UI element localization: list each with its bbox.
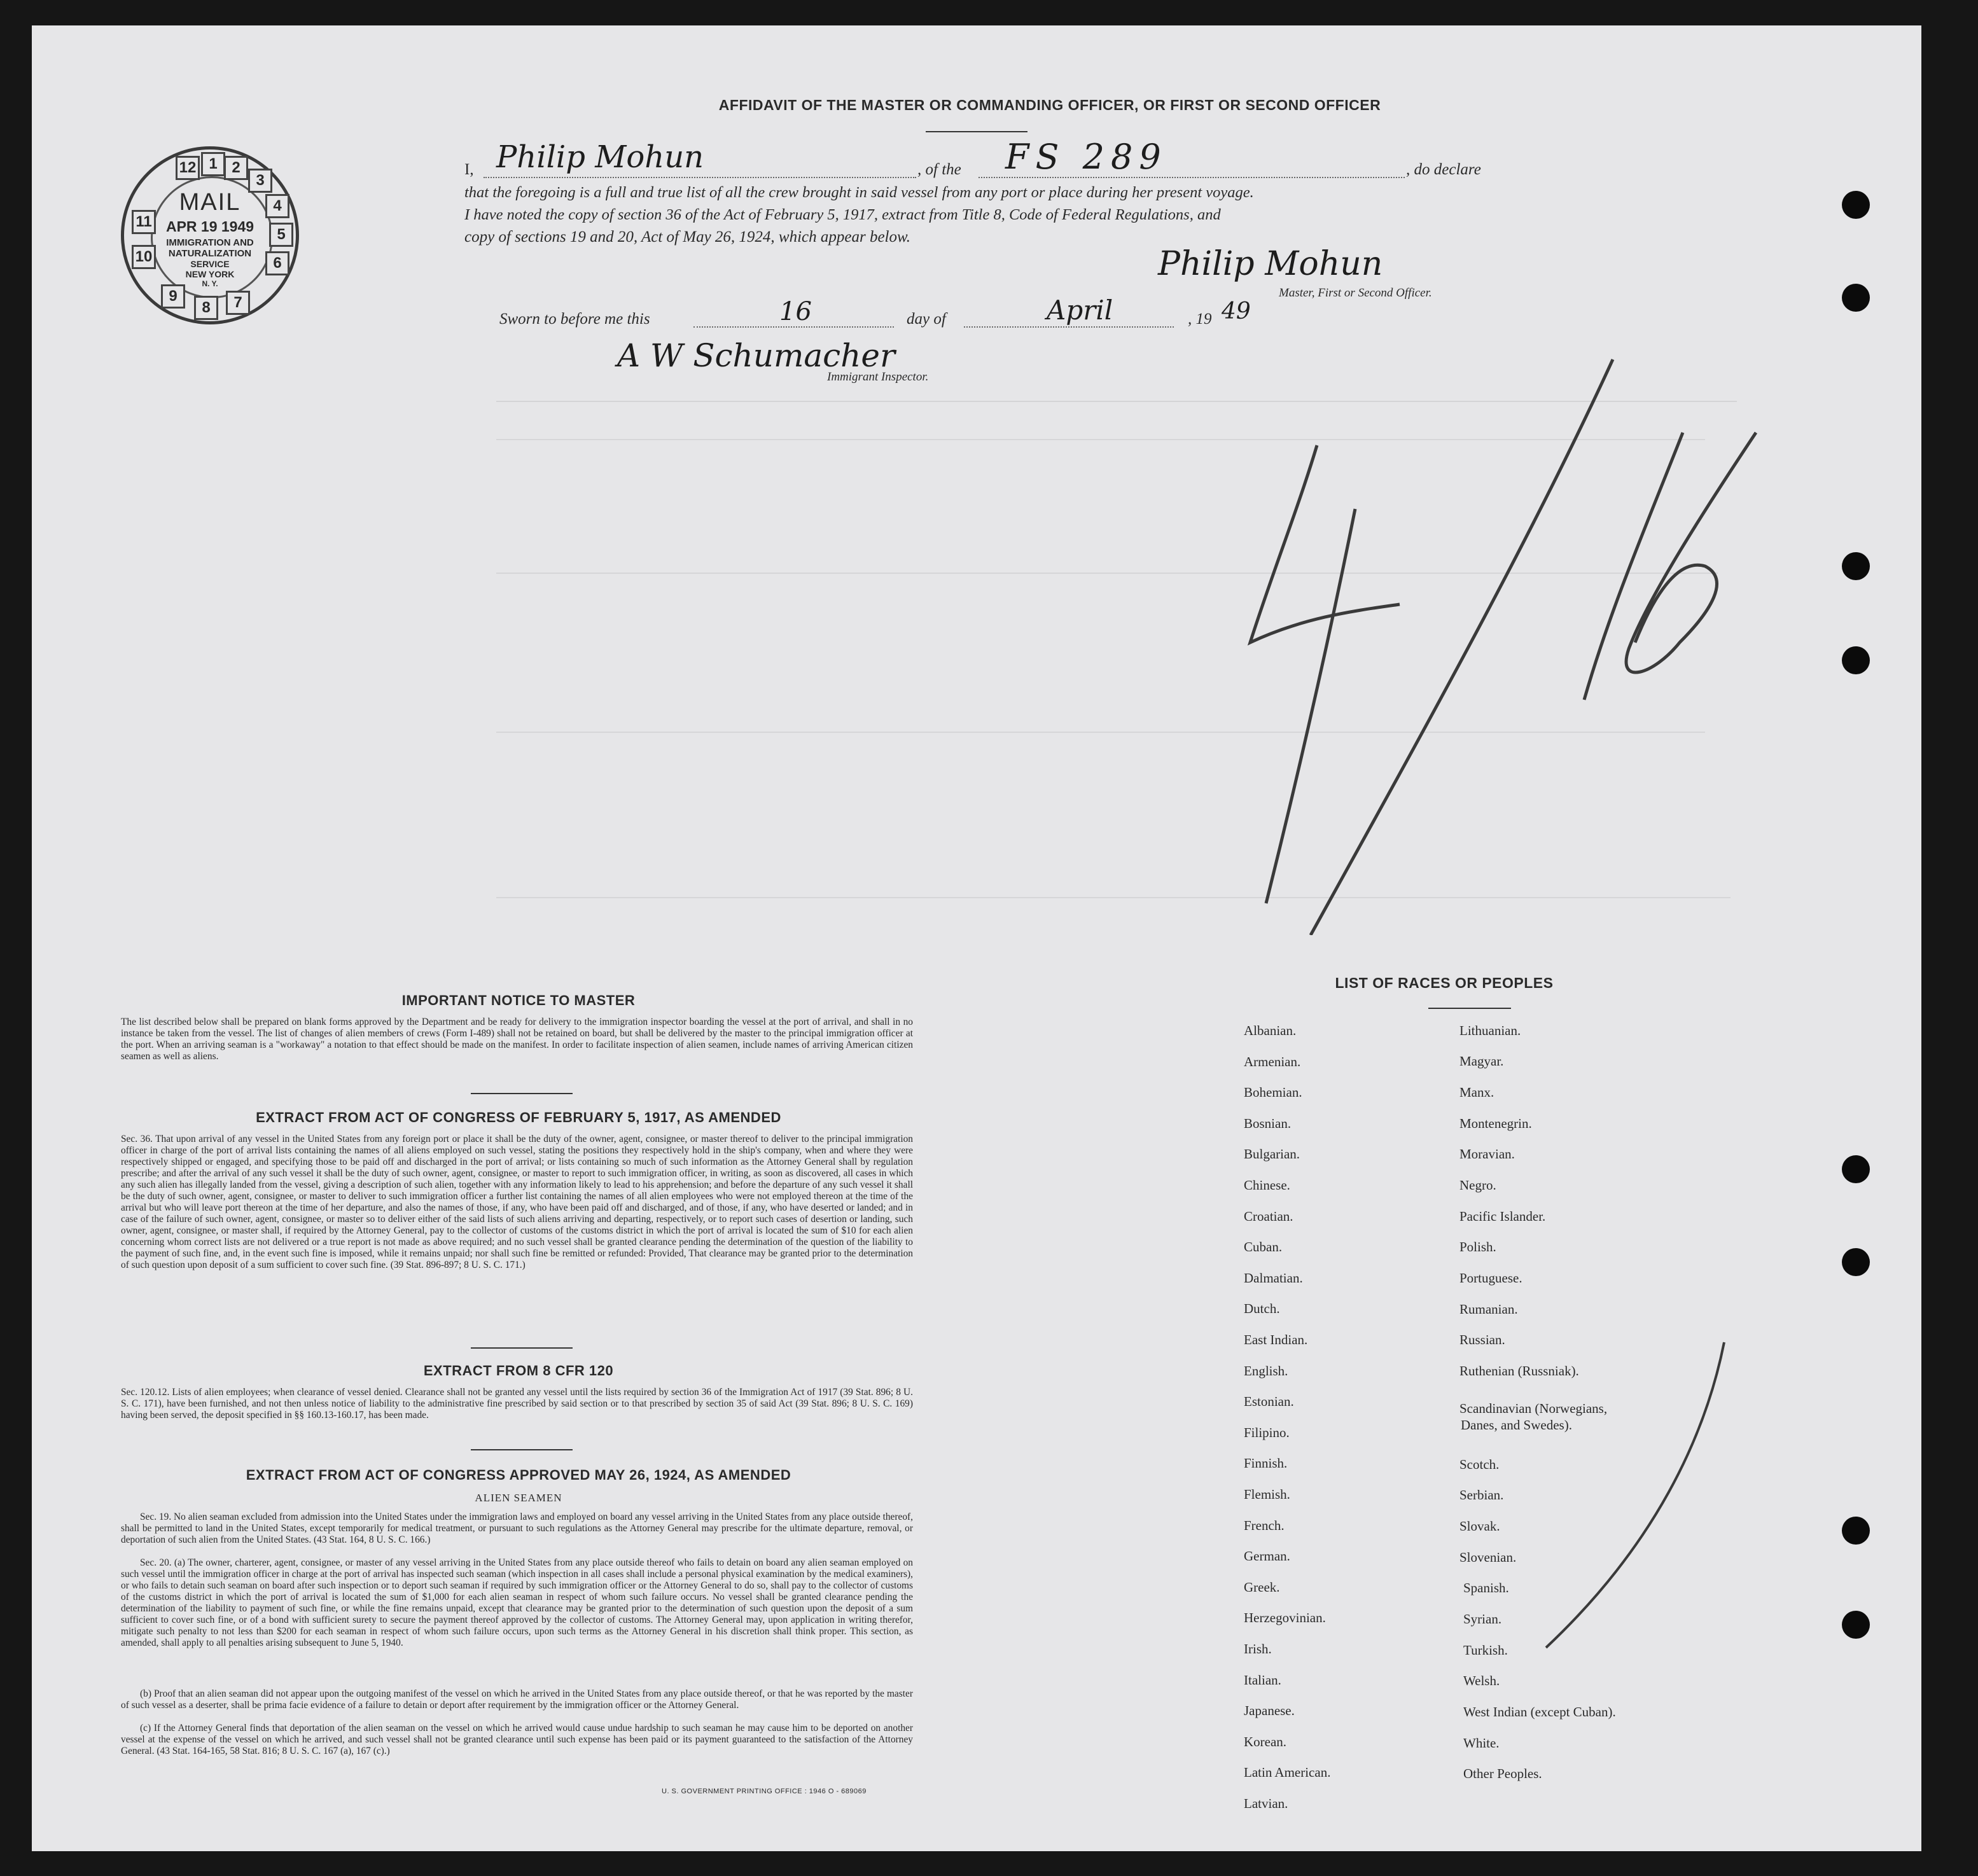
- race-item: Armenian.: [1244, 1053, 1301, 1069]
- race-item: Polish.: [1459, 1239, 1496, 1254]
- extract-1924-title: EXTRACT FROM ACT OF CONGRESS APPROVED MAY 26, 1924, AS AMENDED: [246, 1467, 791, 1483]
- stamp-number: 4: [265, 194, 289, 218]
- mark-digit-6: [1626, 433, 1756, 672]
- month-fill-line: [964, 326, 1174, 328]
- affidavit-title: AFFIDAVIT OF THE MASTER OR COMMANDING OFFICER, OR FIRST OR SECOND OFFICER: [718, 97, 1381, 113]
- race-item: Latvian.: [1244, 1796, 1288, 1811]
- race-item: Cuban.: [1244, 1239, 1283, 1255]
- punch-hole-4: [1842, 646, 1870, 674]
- sworn-prefix: Sworn to before me this: [499, 310, 650, 328]
- race-item: Negro.: [1459, 1178, 1496, 1193]
- sworn-day: 16: [779, 297, 812, 326]
- punch-hole-8: [1842, 1611, 1870, 1639]
- race-item: Montenegrin.: [1459, 1116, 1532, 1131]
- stamp-line: N. Y.: [202, 279, 218, 288]
- stamp-number: 9: [161, 284, 185, 309]
- stamp-mail-word: MAIL: [179, 189, 241, 216]
- stamp-number: 10: [132, 245, 156, 269]
- race-item: Lithuanian.: [1459, 1023, 1521, 1038]
- race-item: Bohemian.: [1244, 1085, 1302, 1101]
- extract-1924-sec19: Sec. 19. No alien seaman excluded from admission into the United States under the immigration laws and employed on board any vessel arriving in the United States from any place outside thereof, shall be permitted to land in the United States, except temporarily for medical treatment, or pursuant to such regulations as the Attorney General may prescribe for the ultimate departure, removal, or deportation of such alien from the United States. (43 Stat. 164, 8 U. S. C. 166.): [121, 1511, 913, 1545]
- affidavit-line-2: that the foregoing is a full and true list of all the crew brought in said vessel from any port or place during her present voyage.: [464, 184, 1254, 201]
- stamp-number: 7: [226, 291, 250, 315]
- race-item: Chinese.: [1244, 1178, 1290, 1193]
- race-item: Irish.: [1244, 1641, 1272, 1657]
- race-item: French.: [1244, 1517, 1285, 1533]
- stamp-line: IMMIGRATION AND: [166, 237, 254, 248]
- race-item: Greek.: [1244, 1579, 1280, 1595]
- punch-hole-1: [1842, 191, 1870, 219]
- race-item: White.: [1463, 1735, 1500, 1751]
- race-item: Turkish.: [1463, 1643, 1508, 1658]
- race-item: Slovenian.: [1459, 1550, 1517, 1565]
- races-rule: [1428, 1008, 1511, 1009]
- race-item: Estonian.: [1244, 1394, 1294, 1410]
- race-item: Dalmatian.: [1244, 1270, 1303, 1286]
- race-item: Moravian.: [1459, 1146, 1515, 1162]
- race-item: Dutch.: [1244, 1301, 1280, 1317]
- stamp-number: 12: [176, 156, 200, 180]
- vessel-name-handwritten: FS 289: [1005, 137, 1167, 177]
- race-item: Italian.: [1244, 1672, 1281, 1688]
- stamp-number: 5: [269, 223, 293, 247]
- affidavit-line-3: I have noted the copy of section 36 of the Act of February 5, 1917, extract from Title 8, Code of Federal Regulations, and: [464, 206, 1221, 223]
- race-item: Korean.: [1244, 1734, 1287, 1749]
- master-name-handwritten: Philip Mohun: [496, 139, 704, 175]
- race-item: Portuguese.: [1459, 1270, 1522, 1286]
- race-item: Filipino.: [1244, 1424, 1290, 1440]
- extract-1924-sec20b: (b) Proof that an alien seaman did not appear upon the outgoing manifest of the vessel on which he arrived in the United States from any place outside thereof, or that he was reported by the master of such vessel as a deserter, shall be prima facie evidence of a failure to detain or deport after requirement by the immigration officer or the Attorney General.: [121, 1688, 913, 1711]
- punch-hole-7: [1842, 1517, 1870, 1545]
- of-the-text: , of the: [917, 161, 961, 178]
- title-rule: [926, 131, 1027, 132]
- race-item: Syrian.: [1463, 1611, 1502, 1627]
- race-item: Pacific Islander.: [1459, 1209, 1546, 1224]
- extract-1917-rule: [471, 1347, 573, 1349]
- sworn-line: [499, 295, 1327, 334]
- race-item: Manx.: [1459, 1085, 1494, 1100]
- stamp-date: APR 19 1949: [165, 218, 254, 235]
- inspector-caption: Immigrant Inspector.: [827, 370, 929, 384]
- sworn-year: 49: [1222, 298, 1251, 324]
- notice-body: The list described below shall be prepared on blank forms approved by the Department and be ready for delivery to the immigration inspector boarding the vessel at the port of arrival, and shall in no instance be taken from the vessel. The list of changes of alien members of crews (Form I-489) shall not be retained on board, but shall be delivered by the master to the principal immigration officer at the port. When an arriving seaman is a "workaway" a notation to that effect should be made on the manifest. In order to facilitate inspection of alien seamen, include names of arriving American citizen seamen as well as aliens.: [121, 1017, 913, 1062]
- day-of-text: day of: [907, 310, 946, 328]
- race-item: Rumanian.: [1459, 1302, 1518, 1317]
- race-item: West Indian (except Cuban).: [1463, 1704, 1616, 1720]
- punch-hole-6: [1842, 1248, 1870, 1276]
- race-item: Flemish.: [1244, 1487, 1290, 1502]
- race-item: Danes, and Swedes).: [1461, 1417, 1572, 1433]
- sworn-month: April: [1047, 295, 1113, 326]
- pronoun-i: I,: [464, 161, 474, 178]
- race-item: Serbian.: [1459, 1487, 1504, 1503]
- stamp-line: NEW YORK: [185, 269, 235, 279]
- race-item: Latin American.: [1244, 1765, 1331, 1781]
- race-item: Magyar.: [1459, 1053, 1504, 1069]
- extract-1917-body: Sec. 36. That upon arrival of any vessel in the United States from any foreign port or place it shall be the duty of the owner, agent, consignee, or master thereof to deliver to the principal immigration officer in charge of the port of arrival lists containing the names of all aliens employed on such vessel, stating the positions they respectively hold in the ship's company, when and where they were respectively shipped or engaged, and specifying those to be paid off and discharged in the port of arrival; or lists containing so much of such information as the Attorney General shall by regulation prescribe; and after the arrival of any such vessel it shall be the duty of such owner, agent, consignee, or master to report to such immigration officer, in writing, as soon as discovered, all cases in which any such alien has illegally landed from the vessel, giving a description of such alien, together with any information likely to lead to his apprehension; and before the departure of any such vessel it shall be the duty of such owner, agent, consignee, or master to deliver to such immigration officer a further list containing the names of all alien employees who were not employed thereon at the time of the arrival but who will leave port thereon at the time of her departure, and also the names of those, if any, who have been paid off and discharged, and of those, if any, who have deserted or landed; and in case of the failure of such owner, agent, consignee, or master so to deliver either of the said lists of such aliens arriving and departing, respectively, or to report such cases of desertion or landing, such owner, agent, consignee, or master shall, if required by the Attorney General, pay to the collector of customs of the customs district in which the port of arrival is located the sum of $10 for each alien concerning whom correct lists are not delivered or a true report is not made as above required; and no such vessel shall be granted clearance pending the determination of the question of the liability to the payment of such fine, and, in the event such fine is imposed, while it remains unpaid; nor shall such fine be remitted or refunded: Provided, That clearance may be granted prior to the determination of such question upon deposit of a sum sufficient to cover such fine. (39 Stat. 896-897; 8 U. S. C. 171.): [121, 1134, 913, 1270]
- mark-digit-4-stem: [1266, 509, 1355, 903]
- extract-1924-sec20c: (c) If the Attorney General finds that deportation of the alien seaman on the vessel on which he arrived would cause undue hardship to such seaman he may cause him to be deported on another vessel at the expense of the vessel on which he arrived, and such vessel shall not be granted clearance until such expense has been paid or its payment guaranteed to the satisfaction of the Attorney General. (43 Stat. 164-165, 58 Stat. 816; 8 U. S. C. 167 (a), 167 (c).): [121, 1723, 913, 1756]
- races-title: LIST OF RACES OR PEOPLES: [1335, 975, 1554, 991]
- race-item: Herzegovinian.: [1244, 1610, 1326, 1626]
- vessel-fill-line: [979, 177, 1405, 178]
- punch-hole-3: [1842, 552, 1870, 580]
- race-item: German.: [1244, 1548, 1290, 1564]
- race-item: Bulgarian.: [1244, 1146, 1300, 1162]
- handwritten-date-mark: [1145, 344, 1769, 935]
- stamp-line: NATURALIZATION: [168, 248, 252, 259]
- stamp-number: 8: [194, 296, 218, 320]
- race-item: Welsh.: [1463, 1673, 1500, 1688]
- race-item: Slovak.: [1459, 1518, 1500, 1534]
- notice-rule: [471, 1093, 573, 1094]
- race-item: Spanish.: [1463, 1580, 1509, 1595]
- race-item: Scandinavian (Norwegians,: [1459, 1401, 1608, 1416]
- mark-slash: [1311, 359, 1613, 935]
- stamp-number: 1: [201, 152, 225, 176]
- name-fill-line: [484, 177, 916, 178]
- race-item: Bosnian.: [1244, 1115, 1292, 1131]
- race-item: Other Peoples.: [1463, 1766, 1542, 1781]
- slash-stroke: [1546, 1342, 1724, 1648]
- inspector-signature: A W Schumacher: [617, 337, 895, 374]
- day-fill-line: [693, 326, 894, 328]
- race-item: Albanian.: [1244, 1023, 1297, 1038]
- year-prefix: , 19: [1188, 310, 1212, 328]
- race-item: English.: [1244, 1363, 1288, 1379]
- master-signature: Philip Mohun: [1158, 245, 1383, 283]
- affidavit-line-4: copy of sections 19 and 20, Act of May 26, 1924, which appear below.: [464, 228, 911, 246]
- mail-date-stamp: [121, 146, 299, 324]
- stamp-number: 11: [132, 210, 156, 234]
- stamp-number: 3: [248, 169, 272, 193]
- extract-1917-title: EXTRACT FROM ACT OF CONGRESS OF FEBRUARY 5, 1917, AS AMENDED: [256, 1109, 781, 1125]
- race-item: Ruthenian (Russniak).: [1459, 1363, 1579, 1379]
- stamp-number: 6: [265, 251, 289, 275]
- master-caption: Master, First or Second Officer.: [1279, 286, 1432, 300]
- printer-imprint: U. S. GOVERNMENT PRINTING OFFICE : 1946 O - 689069: [662, 1788, 867, 1795]
- stamp-number: 2: [224, 156, 248, 180]
- race-item: Russian.: [1459, 1332, 1505, 1347]
- extract-cfr-body: Sec. 120.12. Lists of alien employees; when clearance of vessel denied. Clearance shall not be granted any vessel until the lists required by section 36 of the Immigration Act of 1917 (39 Stat. 896; 8 U. S. C. 171), have been furnished, and not then unless notice of liability to the administrative fine prescribed by said section or to that prescribed by section 35 of said Act (39 Stat. 896; 8 U. S. C. 169) having been served, the deposit specified in §§ 160.13-160.17, has been made.: [121, 1387, 913, 1421]
- extract-1924-sec20a: Sec. 20. (a) The owner, charterer, agent, consignee, or master of any vessel arriving in the United States from any place outside thereof who fails to detain on board any alien seaman employed on such vessel until the immigration officer in charge at the port of arrival has inspected such seaman (which inspection in all cases shall include a personal physical examination by the medical examiners), or who fails to detain such seaman on board after such inspection or to deport such seaman if required by such immigration officer or the Attorney General to do so, shall pay to the collector of customs of the customs district in which the port of arrival is located the sum of $1,000 for each alien seaman in respect of whom such failure occurs. No vessel shall be granted clearance pending the determination of the liability to payment of such fine, or while the fine remains unpaid, except that clearance may be granted prior to the determination of such question upon the deposit of a sum sufficient to cover such fine, or of a bond with sufficient surety to secure the payment thereof approved by the collector of customs. The Attorney General may, upon application in writing therefor, mitigate such penalty to not less than $200 for each seaman in respect of whom such failure occurs, upon such terms as the Attorney General in his discretion shall think proper. This section, as amended, shall apply to all penalties arising subsequent to June 5, 1940.: [121, 1557, 913, 1648]
- mark-digit-1: [1584, 433, 1683, 700]
- extract-1924-subtitle: ALIEN SEAMEN: [475, 1492, 562, 1504]
- race-item: Finnish.: [1244, 1456, 1288, 1471]
- extract-cfr-title: EXTRACT FROM 8 CFR 120: [423, 1363, 614, 1379]
- handwritten-slash-mark: [1527, 1336, 1737, 1654]
- mark-digit-4: [1250, 445, 1400, 643]
- do-declare-text: , do declare: [1406, 161, 1481, 178]
- punch-hole-2: [1842, 284, 1870, 312]
- race-item: Scotch.: [1459, 1457, 1500, 1472]
- extract-cfr-rule: [471, 1449, 573, 1450]
- race-item: Croatian.: [1244, 1208, 1293, 1224]
- race-item: East Indian.: [1244, 1332, 1308, 1347]
- punch-hole-5: [1842, 1155, 1870, 1183]
- notice-title: IMPORTANT NOTICE TO MASTER: [401, 992, 636, 1008]
- stamp-line: SERVICE: [190, 259, 230, 269]
- affidavit-line-1: [464, 137, 1495, 182]
- race-item: Japanese.: [1244, 1703, 1295, 1719]
